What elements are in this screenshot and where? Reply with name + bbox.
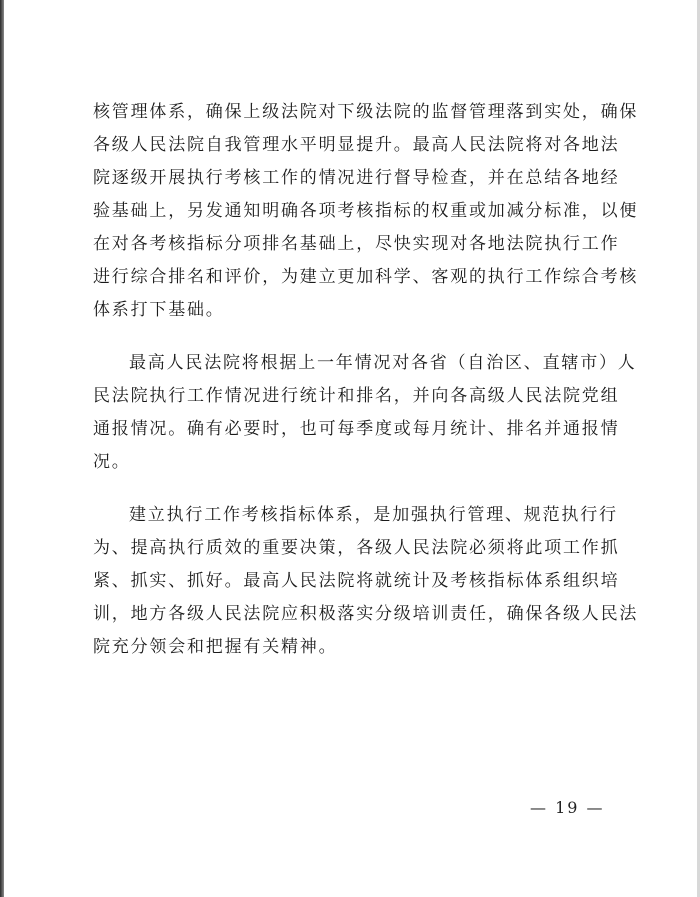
text-line: 各级人民法院自我管理水平明显提升。最高人民法院将对各地法 [93, 135, 620, 155]
text-line: 为、提高执行质效的重要决策，各级人民法院必须将此项工作抓 [93, 538, 620, 558]
text-line: 通报情况。确有必要时，也可每季度或每月统计、排名并通报情 [93, 419, 620, 439]
text-line: 况。 [93, 452, 131, 472]
text-line: 训，地方各级人民法院应积极落实分级培训责任，确保各级人民法 [93, 604, 639, 624]
paragraph-2 [93, 347, 637, 479]
text-line: 体系打下基础。 [93, 300, 225, 320]
paragraph-gap [93, 479, 613, 499]
text-line: 院逐级开展执行考核工作的情况进行督导检查，并在总结各地经 [93, 168, 620, 188]
paragraph-1 [93, 96, 639, 327]
text-line: 核管理体系，确保上级法院对下级法院的监督管理落到实处，确保 [93, 102, 639, 122]
paragraph-3 [93, 499, 639, 664]
text-line: 民法院执行工作情况进行统计和排名，并向各高级人民法院党组 [93, 386, 620, 406]
text-line: 最高人民法院将根据上一年情况对各省（自治区、直辖市）人 [129, 353, 637, 373]
document-body [93, 96, 639, 664]
scan-edge-left [0, 0, 4, 897]
text-line: 在对各考核指标分项排名基础上，尽快实现对各地法院执行工作 [93, 234, 620, 254]
text-line: 验基础上，另发通知明确各项考核指标的权重或加减分标准，以便 [93, 201, 639, 221]
text-line: 紧、抓实、抓好。最高人民法院将就统计及考核指标体系组织培 [93, 571, 620, 591]
text-line: 建立执行工作考核指标体系，是加强执行管理、规范执行行 [129, 505, 618, 525]
paragraph-gap [93, 327, 613, 347]
text-line: 院充分领会和把握有关精神。 [93, 637, 338, 657]
text-line: 进行综合排名和评价，为建立更加科学、客观的执行工作综合考核 [93, 267, 639, 287]
page-number: — 19 — [530, 798, 605, 817]
